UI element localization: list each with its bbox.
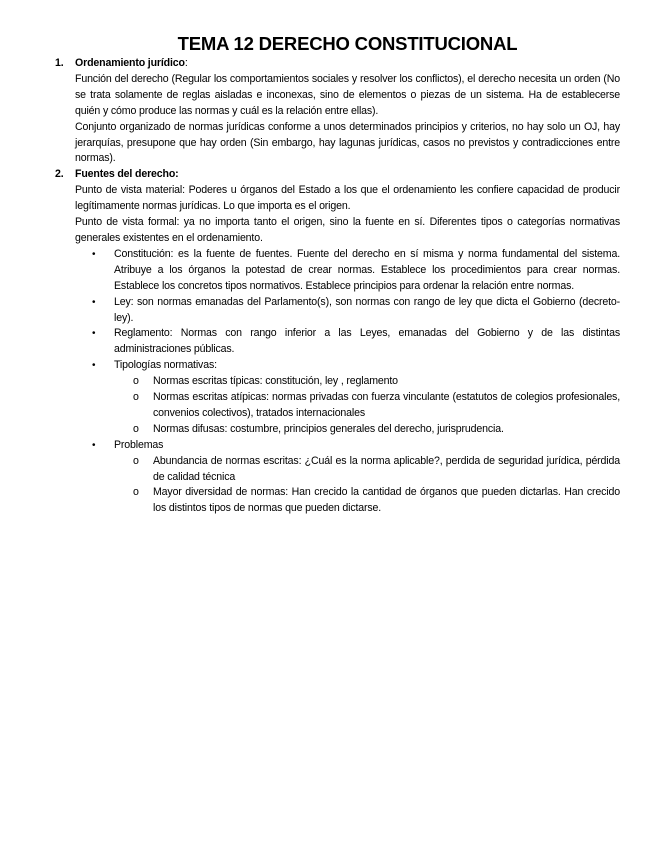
section-body	[75, 56, 620, 167]
bullet-list	[75, 247, 620, 517]
bullet-item-ley	[75, 295, 620, 327]
sub-bullet-text: Normas escritas típicas: constitución, ley , reglamento	[153, 375, 398, 388]
section-ordenamiento-juridico	[55, 56, 620, 167]
bullet-icon: •	[92, 439, 96, 451]
bullet-icon: •	[92, 360, 96, 372]
bullet-text: Tipologías normativas:	[114, 359, 217, 372]
paragraph: Conjunto organizado de normas jurídicas conforme a unos determinados principios y criterios, no hay solo un OJ, hay jerarquías, presupone que hay orden (Sin embargo, hay lagunas jurídicas, casos no previstos y contradicciones entre normas).	[75, 120, 620, 165]
section-number: 2.	[55, 168, 64, 181]
bullet-icon: •	[92, 296, 96, 308]
section-body	[75, 167, 620, 517]
sub-bullet-item	[114, 374, 620, 390]
section-number: 1.	[55, 57, 64, 69]
bullet-text: Problemas	[114, 438, 164, 451]
sub-bullet-text: Normas escritas atípicas: normas privadas con fuerza vinculante (estatutos de colegios profesionales, convenios colectivos), tratados internacionales	[153, 391, 620, 419]
section-fuentes-del-derecho	[55, 167, 620, 517]
paragraph: Punto de vista formal: ya no importa tanto el origen, sino la fuente en sí. Diferentes tipos o categorías normativas generales existentes en el ordenamiento.	[75, 216, 620, 244]
sub-bullet-text: Abundancia de normas escritas: ¿Cuál es la norma aplicable?, perdida de seguridad jurídica, pérdida de calidad técnica	[153, 454, 620, 483]
sub-bullet-item	[114, 422, 620, 438]
bullet-text: Reglamento: Normas con rango inferior a las Leyes, emanadas del Gobierno y de las distintas administraciones públicas.	[114, 327, 620, 356]
sub-bullet-icon: o	[133, 422, 139, 435]
sub-bullet-item	[114, 454, 620, 486]
sub-bullet-icon: o	[133, 391, 139, 404]
sub-bullet-text: Normas difusas: costumbre, principios generales del derecho, jurisprudencia.	[153, 422, 504, 435]
sub-bullet-icon: o	[133, 375, 139, 388]
sub-bullet-text: Mayor diversidad de normas: Han crecido la cantidad de órganos que pueden dictarlas. Han crecido los distintos tipos de normas que pueden dictarse.	[153, 486, 620, 515]
sub-bullet-list	[114, 374, 620, 438]
document-body	[55, 56, 620, 517]
bullet-item-tipologias	[75, 358, 620, 438]
paragraph: Punto de vista material: Poderes u órganos del Estado a los que el ordenamiento les confiere capacidad de producir legítimamente normas jurídicas. Lo que importa es el origen.	[75, 184, 620, 213]
bullet-icon: •	[92, 328, 96, 340]
bullet-icon: •	[92, 248, 96, 260]
bullet-item-reglamento	[75, 326, 620, 358]
sub-bullet-item	[114, 485, 620, 517]
sub-bullet-list	[114, 454, 620, 518]
section-heading-suffix: :	[184, 57, 188, 69]
sub-bullet-item	[114, 390, 620, 422]
bullet-item-problemas	[75, 438, 620, 518]
sub-bullet-icon: o	[133, 454, 139, 467]
page-title: TEMA 12 DERECHO CONSTITUCIONAL	[177, 33, 518, 54]
section-heading-line	[75, 56, 620, 72]
section-heading: Ordenamiento jurídico	[75, 57, 185, 69]
section-heading: Fuentes del derecho:	[75, 168, 179, 181]
bullet-text: Ley: son normas emanadas del Parlamento(s), son normas con rango de ley que dicta el Gobierno (decreto-ley).	[114, 295, 620, 324]
paragraph: Función del derecho (Regular los comportamientos sociales y resolver los conflictos), el derecho necesita un orden (No se trata solamente de reglas aisladas e inconexas, sino de elementos o piezas de un sistema. Ha de establecerse quién y cómo produce las normas y cuál es la relación entre ellas).	[75, 72, 620, 117]
sub-bullet-icon: o	[133, 486, 139, 499]
bullet-text: Constitución: es la fuente de fuentes. Fuente del derecho en sí misma y norma fundamental del sistema. Atribuye a los órganos la potestad de crear normas. Establece los procedimientos para crear normas. Establece los concretos tipos normativos. Establece principios para ordenar la relación entre normas.	[114, 247, 620, 292]
bullet-item-constitucion	[75, 247, 620, 295]
